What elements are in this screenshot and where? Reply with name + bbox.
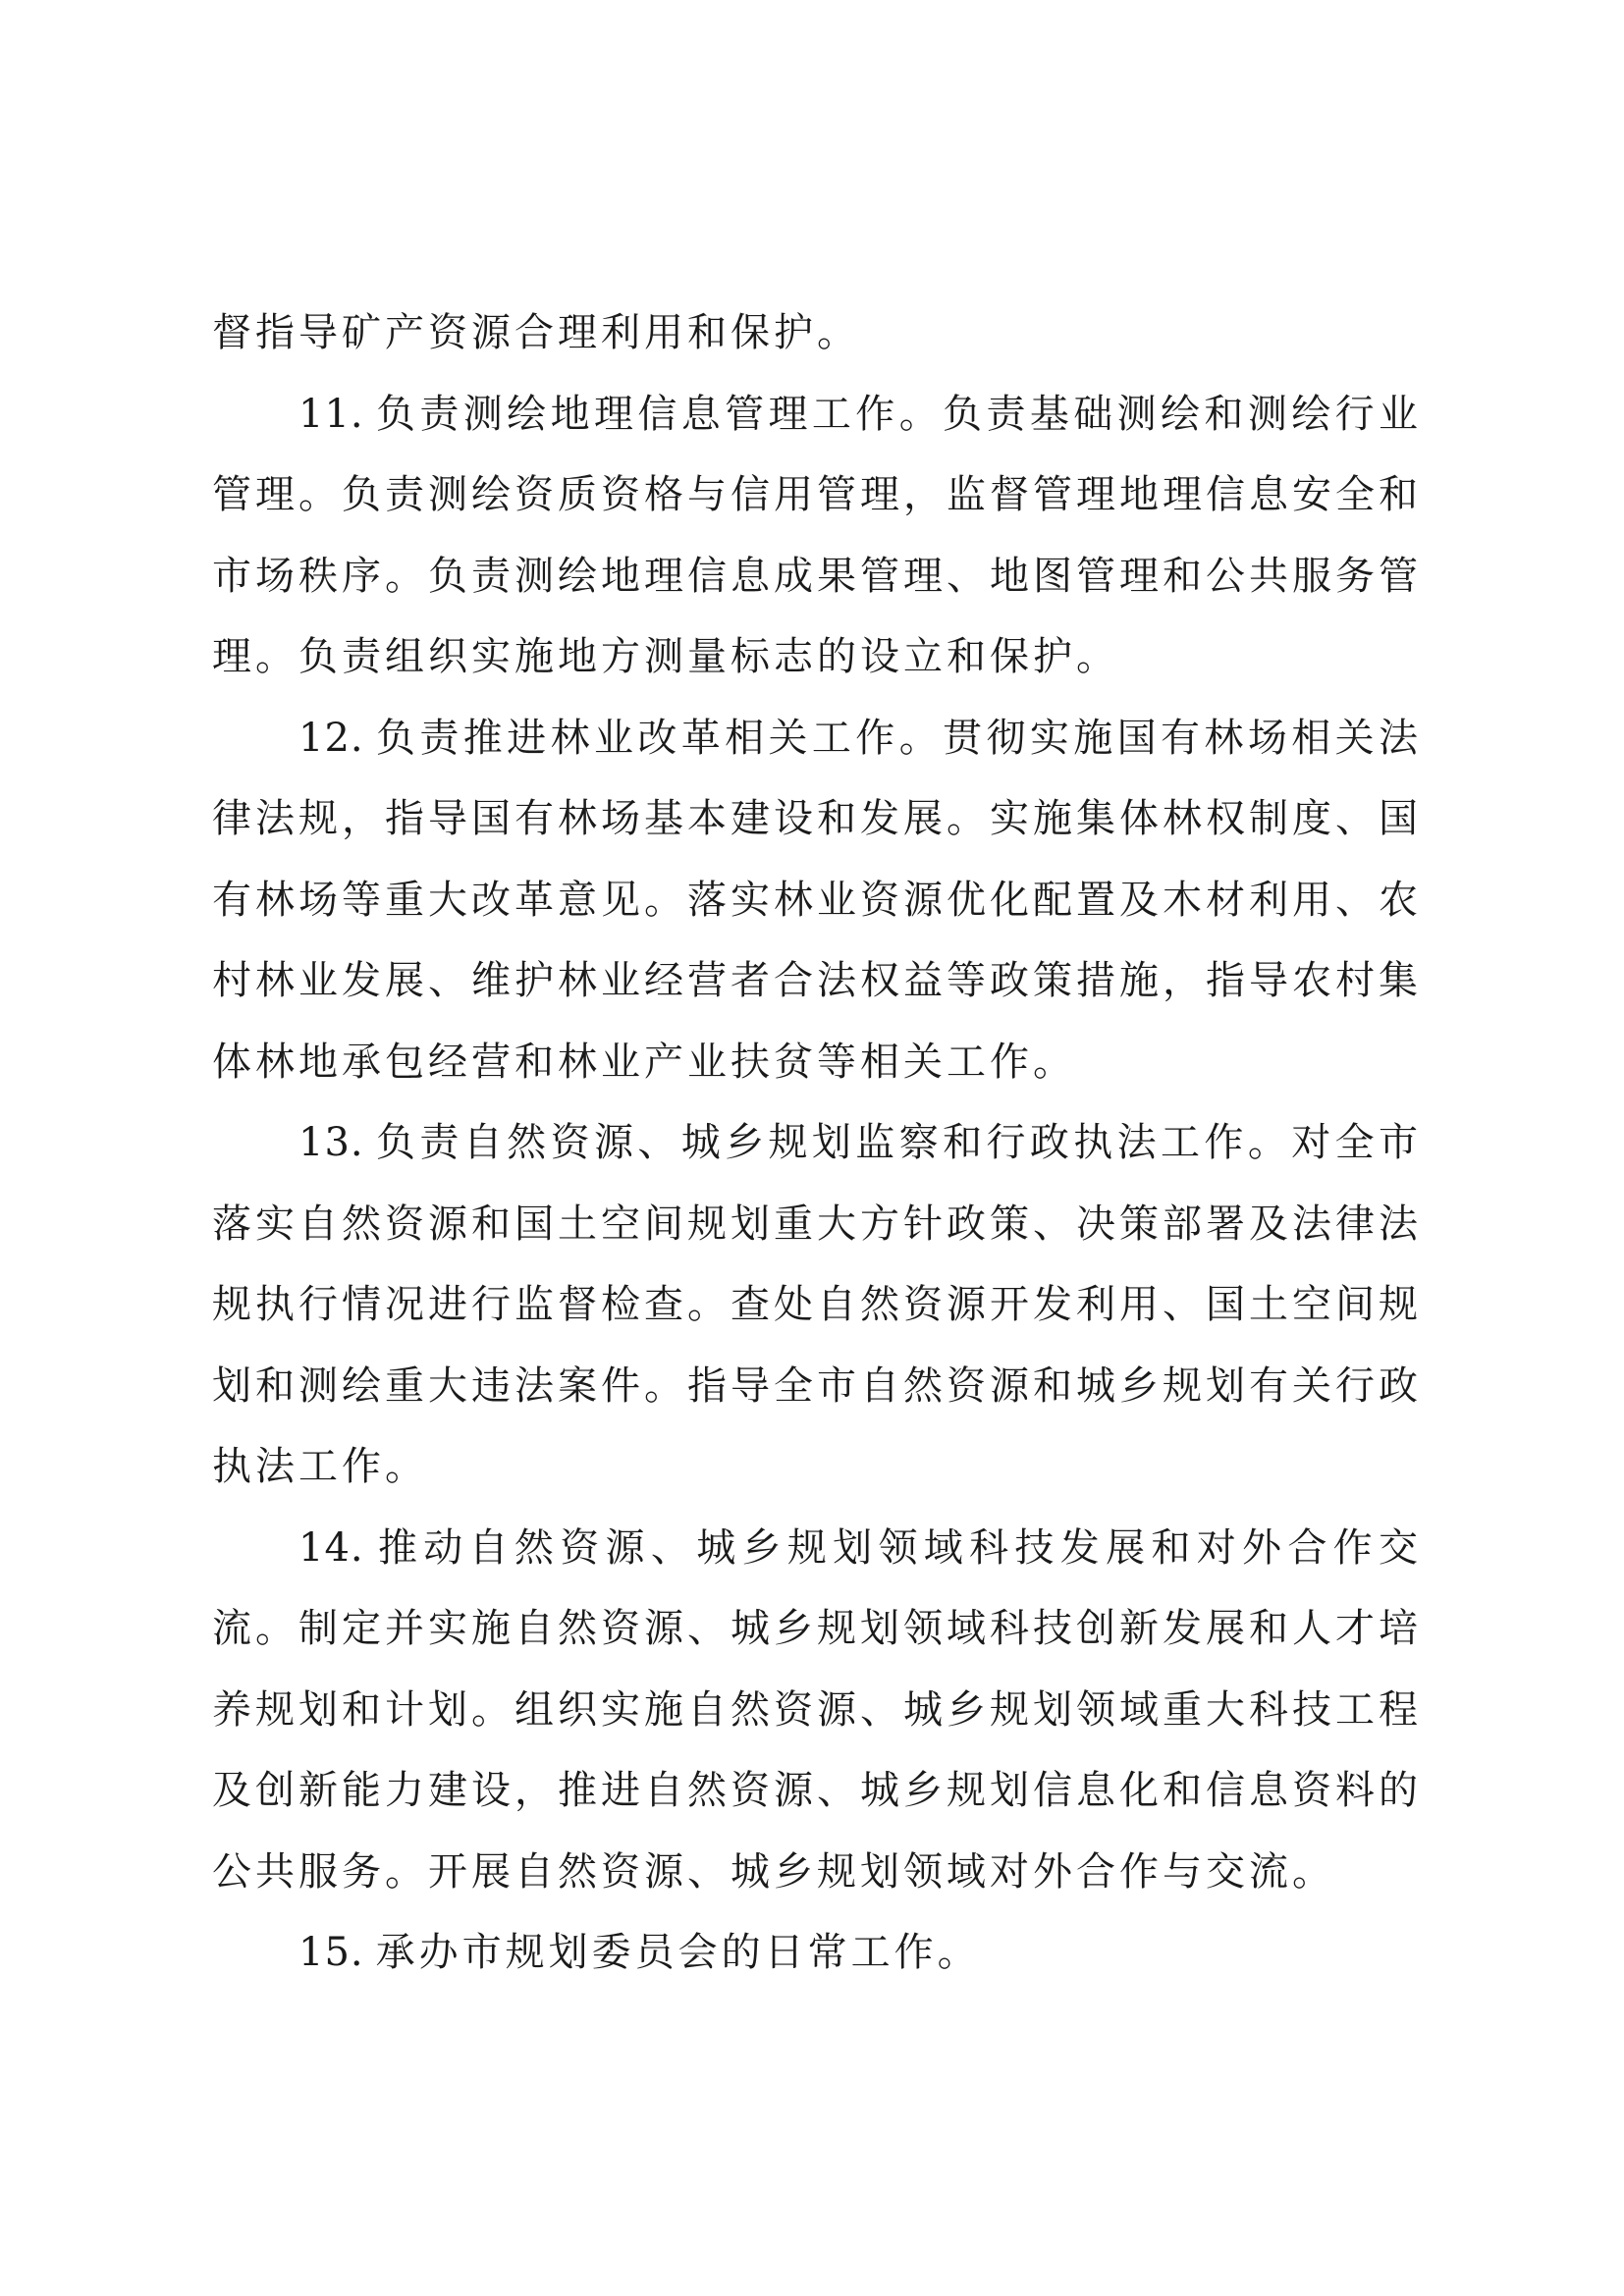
paragraph-item-11 [212,374,1422,698]
paragraph-text: 负责测绘地理信息管理工作。负责基础测绘和测绘行业管理。负责测绘资质资格与信用管理，监督管理地理信息安全和市场秩序。负责测绘地理信息成果管理、地图管理和公共服务管理。负责组织实施地方测量标志的设立和保护。 [212,391,1422,679]
paragraph-continuation [212,293,1422,374]
paragraph-text: 负责自然资源、城乡规划监察和行政执法工作。对全市落实自然资源和国土空间规划重大方针政策、决策部署及法律法规执行情况进行监督检查。查处自然资源开发利用、国土空间规划和测绘重大违法案件。指导全市自然资源和城乡规划有关行政执法工作。 [212,1120,1422,1489]
paragraph-item-14 [212,1508,1422,1913]
paragraph-text: 负责推进林业改革相关工作。贯彻实施国有林场相关法律法规，指导国有林场基本建设和发展。实施集体林权制度、国有林场等重大改革意见。落实林业资源优化配置及木材利用、农村林业发展、维护林业经营者合法权益等政策措施，指导农村集体林地承包经营和林业产业扶贫等相关工作。 [212,715,1422,1085]
item-number: 12. [298,715,364,761]
paragraph-text: 督指导矿产资源合理利用和保护。 [212,310,860,355]
paragraph-item-13 [212,1102,1422,1508]
paragraph-item-15 [212,1912,1422,1994]
item-number: 14. [298,1524,364,1571]
item-number: 13. [298,1120,364,1165]
document-body [212,293,1422,1994]
item-number: 15. [298,1930,364,1975]
paragraph-item-12 [212,698,1422,1103]
paragraph-text: 承办市规划委员会的日常工作。 [375,1930,981,1975]
item-number: 11. [298,391,364,437]
paragraph-text: 推动自然资源、城乡规划领域科技发展和对外合作交流。制定并实施自然资源、城乡规划领域科技创新发展和人才培养规划和计划。组织实施自然资源、城乡规划领域重大科技工程及创新能力建设，推进自然资源、城乡规划信息化和信息资料的公共服务。开展自然资源、城乡规划领域对外合作与交流。 [212,1524,1422,1895]
